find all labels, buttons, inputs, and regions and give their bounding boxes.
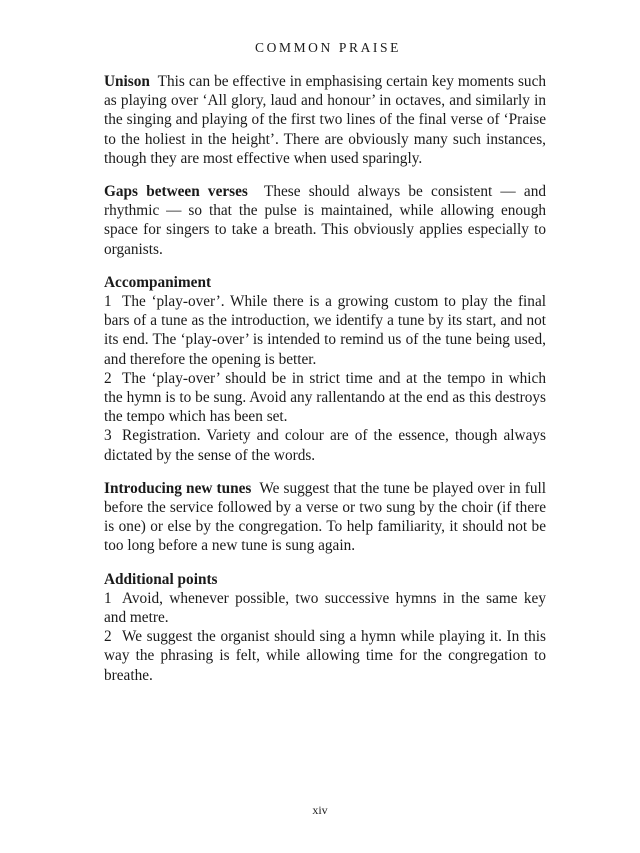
new-tunes-paragraph [104, 479, 546, 556]
gaps-text: These should always be consistent — and rhythmic — so that the pulse is maintained, while allowing enough space for singers to take a breath. This obviously applies especially to organists. [104, 183, 547, 258]
additional-item [104, 627, 546, 685]
item-number: 1 [104, 589, 112, 607]
gaps-paragraph [104, 182, 546, 259]
section-gaps-between-verses [104, 182, 546, 259]
item-number: 2 [104, 628, 112, 646]
new-tunes-text: We suggest that the tune be played over in full before the service followed by a verse or two sung by the choir (if there is one) or else by the congregation. To help familiarity, it should not be too long before a new tune is sung again. [104, 479, 546, 555]
item-text: The ‘play-over’. While there is a growing custom to play the final bars of a tune as the introduction, we identify a tune by its start, and not its end. The ‘play-over’ is intended to remind us of the tune being used, and therefore the opening is better. [104, 293, 546, 368]
item-number: 1 [104, 293, 112, 311]
unison-paragraph [104, 72, 546, 168]
page-number: xiv [312, 803, 328, 817]
gaps-heading: Gaps between verses [104, 183, 248, 201]
accompaniment-item [104, 369, 546, 427]
unison-text: This can be effective in emphasising certain key moments such as playing over ‘All glory, laud and honour’ in octaves, and similarly in the singing and playing of the first two lines of the final verse of ‘Praise to the holiest in the height’. There are obviously many such instances, though they are most effective when used sparingly. [104, 73, 547, 167]
accompaniment-item [104, 292, 546, 369]
additional-item [104, 589, 546, 627]
item-number: 3 [104, 427, 112, 445]
running-head: COMMON PRAISE [255, 40, 401, 55]
section-introducing-new-tunes [104, 479, 546, 556]
new-tunes-heading: Introducing new tunes [104, 479, 252, 497]
item-text: The ‘play-over’ should be in strict time and at the tempo in which the hymn is to be sung. Avoid any rallentando at the end as this destroys the tempo which has been set. [104, 369, 546, 426]
page-body [104, 40, 546, 699]
item-text: Avoid, whenever possible, two successive hymns in the same key and metre. [104, 589, 546, 627]
accompaniment-item [104, 426, 546, 464]
item-text: We suggest the organist should sing a hymn while playing it. In this way the phrasing is felt, while allowing time for the congregation to breathe. [104, 628, 546, 684]
item-number: 2 [104, 369, 112, 387]
accompaniment-heading: Accompaniment [104, 273, 212, 291]
section-accompaniment [104, 273, 546, 465]
item-text: Registration. Variety and colour are of the essence, though always dictated by the sense of the words. [104, 427, 546, 464]
section-additional-points [104, 570, 546, 685]
additional-heading: Additional points [104, 570, 218, 588]
section-unison [104, 72, 546, 168]
unison-heading: Unison [104, 73, 150, 90]
